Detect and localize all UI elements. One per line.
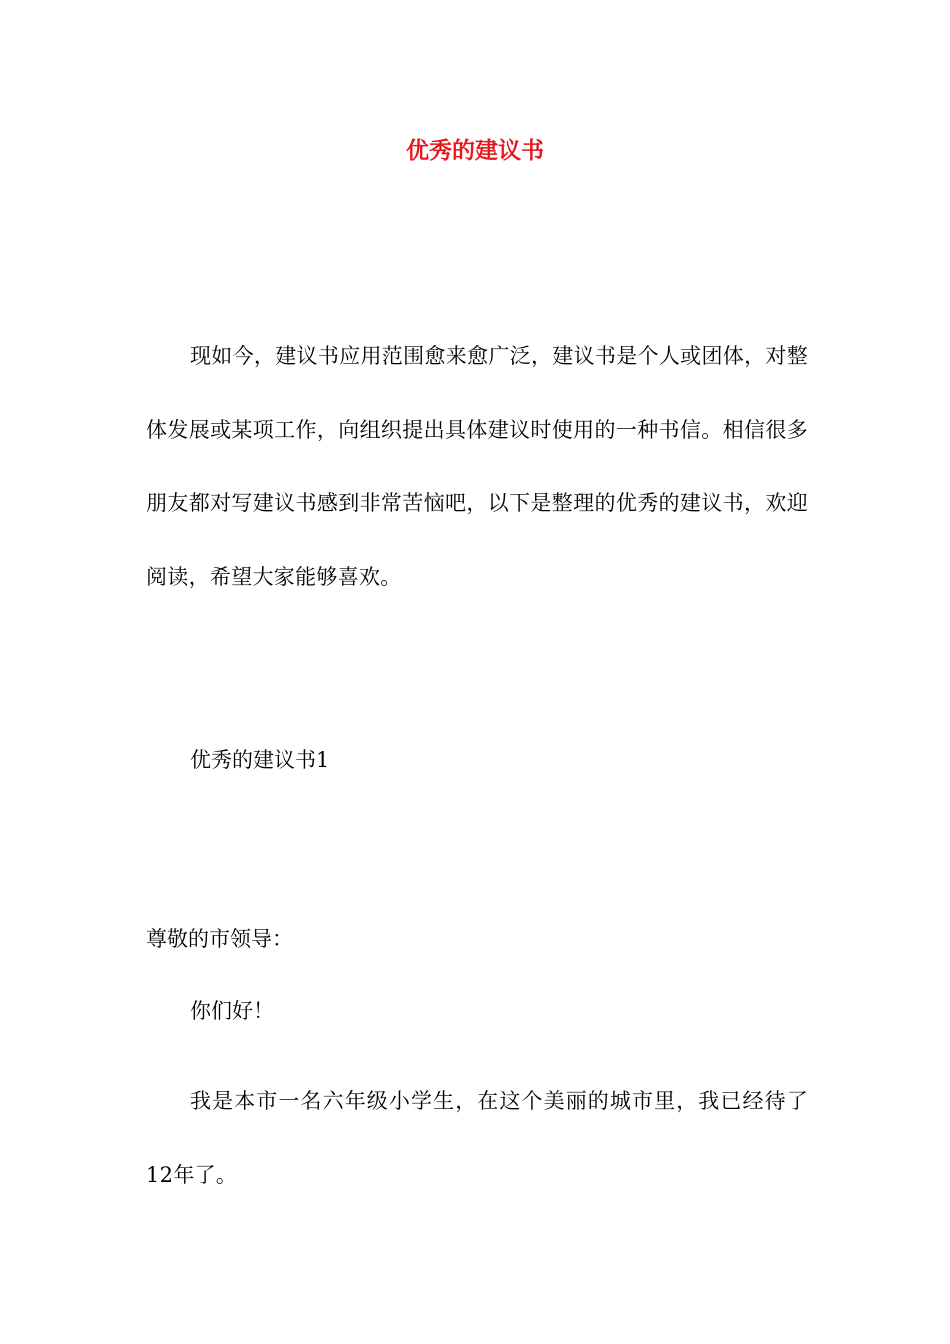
body-paragraph bbox=[146, 1065, 808, 1212]
greeting: 你们好！ bbox=[190, 999, 274, 1023]
body-paragraph-text: 我是本市一名六年级小学生，在这个美丽的城市里，我已经待了12年了。 bbox=[146, 1089, 808, 1187]
intro-text: 现如今，建议书应用范围愈来愈广泛，建议书是个人或团体，对整体发展或某项工作，向组织提出具体建议时使用的一种书信。相信很多朋友都对写建议书感到非常苦恼吧，以下是整理的优秀的建议书，欢迎阅读，希望大家能够喜欢。 bbox=[146, 344, 808, 589]
salutation: 尊敬的市领导： bbox=[146, 927, 293, 951]
intro-paragraph bbox=[146, 320, 808, 614]
document-title: 优秀的建议书 bbox=[406, 138, 544, 164]
section-heading: 优秀的建议书1 bbox=[190, 748, 330, 772]
